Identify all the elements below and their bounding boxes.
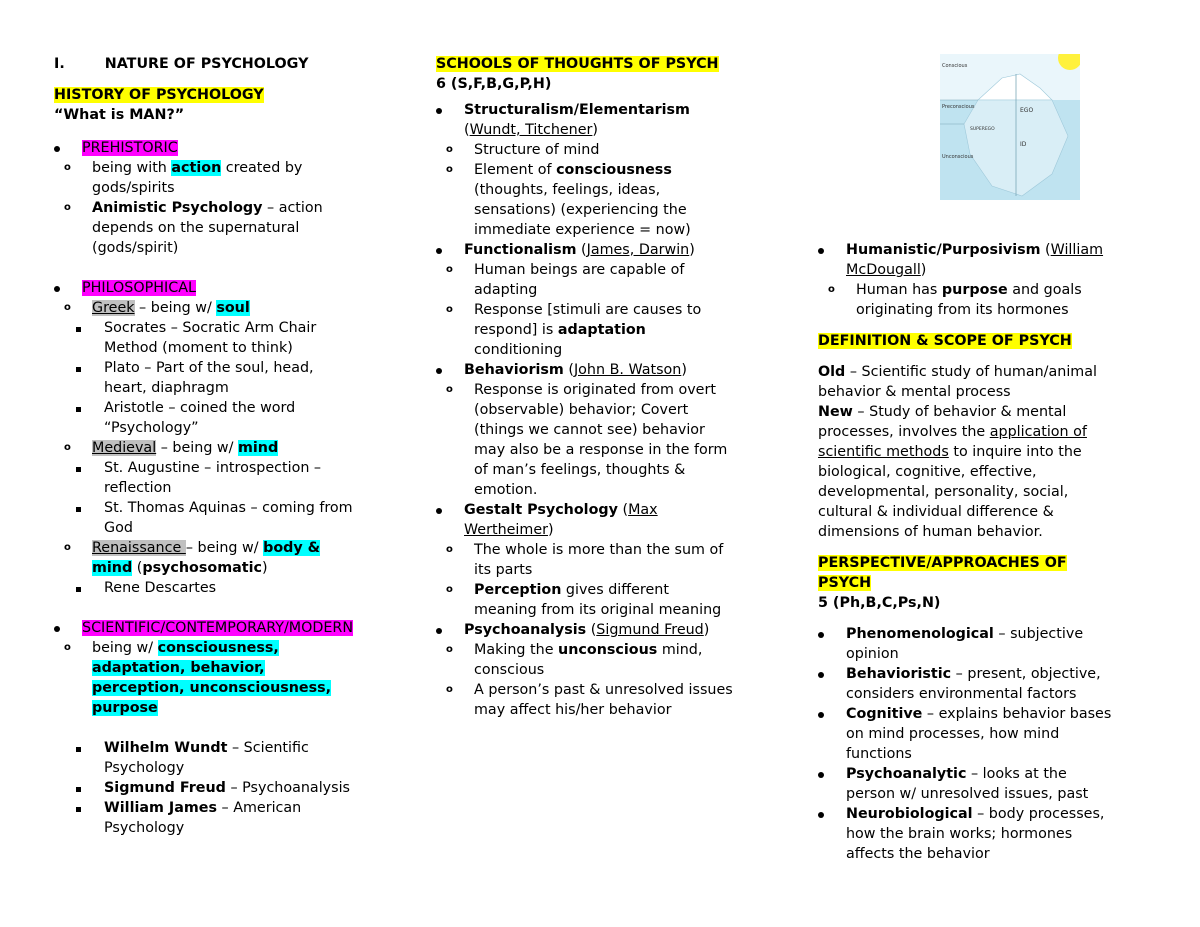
approach-item: Phenomenological – subjective opinion (818, 624, 1154, 664)
list-item-renaissance: o Renaissance – being w/ body & mind (psychosomatic) (64, 540, 321, 576)
label-preconscious: Preconscious (942, 104, 975, 110)
circle-bullet-icon: o (64, 302, 71, 313)
bullet-dot-icon (818, 812, 824, 818)
label-ego: EGO (1020, 107, 1034, 114)
list-item: o being with action created by gods/spirits (64, 160, 303, 196)
label-conscious: Conscious (942, 63, 968, 69)
list-item: o Response is originated from overt (observable) behavior; Covert (things we cannot see) behavior may also be a response in the form of man’s feelings, thoughts & emotion. (446, 382, 728, 498)
perspective-subheading: 5 (Ph,B,C,Ps,N) (818, 595, 941, 611)
history-heading: HISTORY OF PSYCHOLOGY (54, 87, 264, 103)
bullet-dot-icon (436, 628, 442, 634)
list-item: Socrates – Socratic Arm Chair Method (moment to think) (54, 318, 394, 358)
circle-bullet-icon: o (446, 644, 453, 655)
bullet-dot-icon (818, 672, 824, 678)
list-item: Aristotle – coined the word “Psychology” (54, 398, 394, 438)
definition-heading: DEFINITION & SCOPE OF PSYCH (818, 333, 1072, 349)
school-functionalism: Functionalism (James, Darwin) (436, 240, 776, 260)
list-item: Sigmund Freud – Psychoanalysis (54, 778, 394, 798)
list-item: o The whole is more than the sum of its parts (446, 542, 724, 578)
list-item: o Response [stimuli are causes to respond] is adaptation conditioning (446, 302, 702, 358)
list-item: Plato – Part of the soul, head, heart, diaphragm (54, 358, 394, 398)
bullet-dot-icon (54, 626, 60, 632)
list-item: o A person’s past & unresolved issues may affect his/her behavior (446, 682, 733, 718)
bullet-dot-icon (818, 248, 824, 254)
section-title-text: NATURE OF PSYCHOLOGY (104, 56, 309, 72)
perspective-heading: PERSPECTIVE/APPROACHES OF (818, 555, 1067, 571)
circle-bullet-icon: o (446, 544, 453, 555)
circle-bullet-icon: o (446, 144, 453, 155)
bullet-dot-icon (54, 286, 60, 292)
column-3: Humanistic/Purposivism (William McDougall) o Human has purpose and goals originating from its hormones DEFINITION & SCOPE OF PSYCH Old – Scientific study of human/animal behavior & mental process New – Study of behavior & mental processes, involves the application of scientific methods to inquire into the biological, cognitive, effective, developmental, personality, social, cultural & individual difference & dimensions of human behavior. PERSPECTIVE/APPROACHES OF PSYCH 5 (Ph,B,C,Ps,N) Phenomenological – subjective opinion Behavioristic – present, objective, considers environmental factors Cognitive – explains behavior bases on mind processes, how mind functions Psychoanalytic – looks at the person w/ unresolved issues, past Neurobiological – body processes, how the brain works; hormones affects the behavior (818, 240, 1154, 864)
list-item: o Perception gives different meaning from its original meaning (446, 582, 722, 618)
approach-item: Cognitive – explains behavior bases on mind processes, how mind functions (818, 704, 1154, 764)
era-philosophical (54, 278, 394, 298)
square-bullet-icon (76, 807, 81, 812)
list-item-medieval: o Medieval – being w/ mind (64, 440, 279, 456)
bullet-dot-icon (818, 772, 824, 778)
list-item: St. Thomas Aquinas – coming from God (54, 498, 394, 538)
era-prehistoric (54, 138, 394, 158)
circle-bullet-icon: o (64, 202, 71, 213)
circle-bullet-icon: o (446, 304, 453, 315)
circle-bullet-icon: o (446, 264, 453, 275)
circle-bullet-icon: o (446, 164, 453, 175)
circle-bullet-icon: o (828, 284, 835, 295)
list-item: William James – American Psychology (54, 798, 394, 838)
column-2 (436, 54, 776, 720)
school-behaviorism: Behaviorism (John B. Watson) (436, 360, 776, 380)
square-bullet-icon (76, 747, 81, 752)
circle-bullet-icon: o (446, 584, 453, 595)
square-bullet-icon (76, 467, 81, 472)
era-label: PHILOSOPHICAL (82, 280, 196, 296)
list-item: o Structure of mind (446, 142, 600, 158)
list-item: o Human has purpose and goals originating from its hormones (828, 282, 1082, 318)
approach-item: Neurobiological – body processes, how the brain works; hormones affects the behavior (818, 804, 1154, 864)
list-item: o Animistic Psychology – action depends on the supernatural (gods/spirit) (64, 200, 323, 256)
bullet-dot-icon (436, 248, 442, 254)
list-item: o Human beings are capable of adapting (446, 262, 685, 298)
list-item: o Element of consciousness (thoughts, feelings, ideas, sensations) (experiencing the immediate experience = now) (446, 162, 691, 238)
approach-item: Psychoanalytic – looks at the person w/ unresolved issues, past (818, 764, 1154, 804)
schools-heading: SCHOOLS OF THOUGHTS OF PSYCH (436, 56, 719, 72)
approach-item: Behavioristic – present, objective, considers environmental factors (818, 664, 1154, 704)
label-id: ID (1020, 141, 1027, 148)
list-item: St. Augustine – introspection – reflection (54, 458, 394, 498)
column-1 (54, 54, 394, 838)
bullet-dot-icon (818, 632, 824, 638)
section-number: I. (54, 56, 65, 72)
school-psychoanalysis: Psychoanalysis (Sigmund Freud) (436, 620, 776, 640)
label-unconscious: Unconscious (942, 154, 974, 160)
square-bullet-icon (76, 367, 81, 372)
square-bullet-icon (76, 327, 81, 332)
square-bullet-icon (76, 787, 81, 792)
list-item-greek: o Greek – being w/ soul (64, 300, 250, 316)
school-humanistic: Humanistic/Purposivism (William McDougall) (818, 240, 1154, 280)
school-gestalt: Gestalt Psychology (Max Wertheimer) (436, 500, 776, 540)
list-item: Wilhelm Wundt – Scientific Psychology (54, 738, 394, 778)
iceberg-image (940, 54, 1080, 200)
school-structuralism: Structuralism/Elementarism (Wundt, Titchener) (436, 100, 776, 140)
list-item: o Making the unconscious mind, conscious (446, 642, 703, 678)
bullet-dot-icon (436, 108, 442, 114)
circle-bullet-icon: o (64, 442, 71, 453)
definition-block: Old – Scientific study of human/animal behavior & mental process New – Study of behavior & mental processes, involves the application of scientific methods to inquire into the biological, cognitive, effective, developmental, personality, social, cultural & individual difference & dimensions of human behavior. (818, 364, 1097, 540)
circle-bullet-icon: o (64, 162, 71, 173)
circle-bullet-icon: o (446, 684, 453, 695)
square-bullet-icon (76, 407, 81, 412)
bullet-dot-icon (54, 146, 60, 152)
square-bullet-icon (76, 507, 81, 512)
circle-bullet-icon: o (64, 642, 71, 653)
era-scientific (54, 618, 394, 638)
era-label: SCIENTIFIC/CONTEMPORARY/MODERN (82, 620, 354, 636)
bullet-dot-icon (436, 508, 442, 514)
circle-bullet-icon: o (64, 542, 71, 553)
era-label: PREHISTORIC (82, 140, 178, 156)
schools-subheading: 6 (S,F,B,G,P,H) (436, 76, 552, 92)
section-title (54, 54, 394, 74)
bullet-dot-icon (436, 368, 442, 374)
list-item: o being w/ consciousness, adaptation, behavior, perception, unconsciousness, purpose (64, 640, 332, 716)
list-item: Rene Descartes (54, 578, 394, 598)
history-subheading: “What is MAN?” (54, 107, 185, 123)
circle-bullet-icon: o (446, 384, 453, 395)
square-bullet-icon (76, 587, 81, 592)
label-superego: SUPEREGO (970, 127, 995, 132)
bullet-dot-icon (818, 712, 824, 718)
